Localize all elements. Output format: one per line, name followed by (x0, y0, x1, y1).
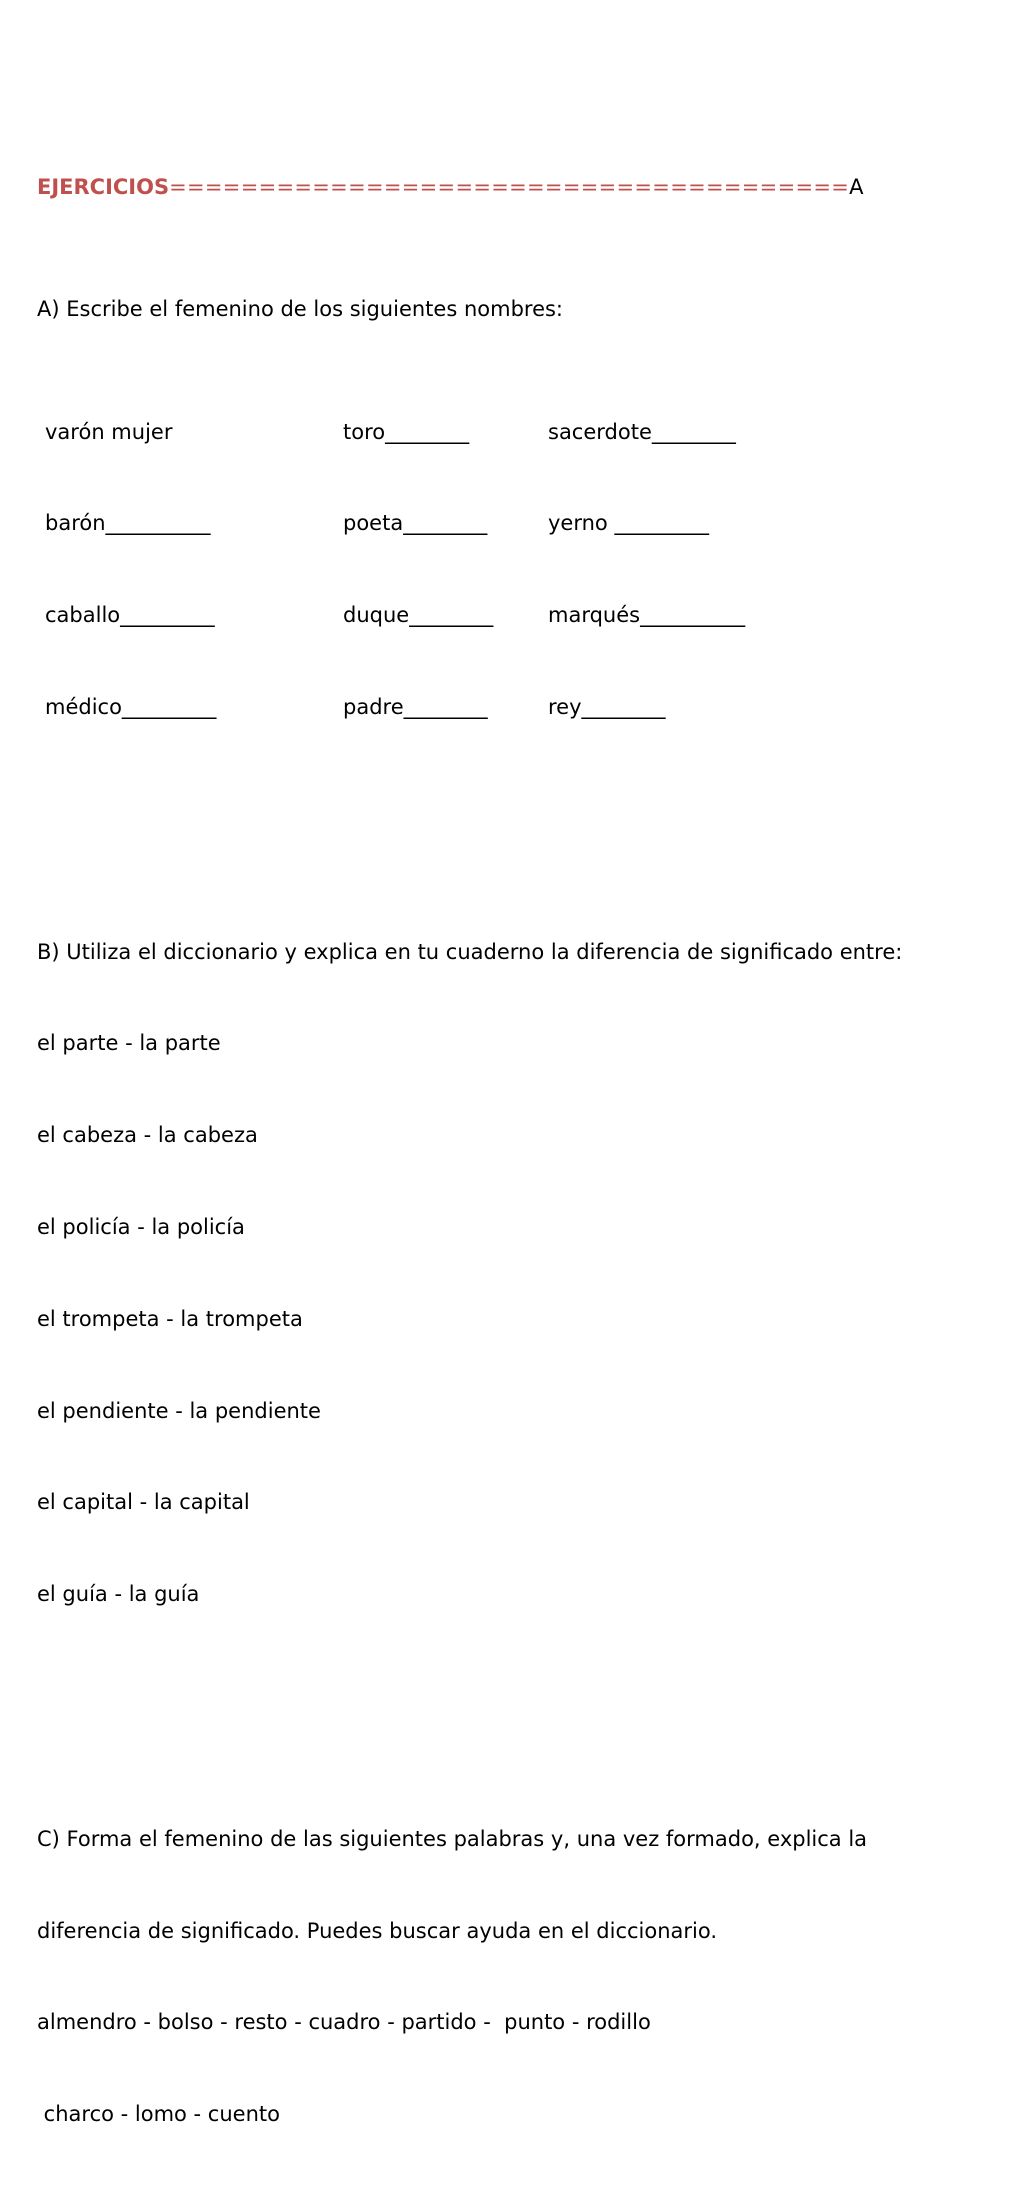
list-item: el capital - la capital (37, 1490, 250, 1515)
spacer (37, 1701, 997, 1732)
spacer (37, 814, 997, 845)
list-item: el policía - la policía (37, 1214, 245, 1239)
section-c-words-cont: charco - lomo - cuento (37, 2102, 280, 2127)
section-a-instruction: A) Escribe el femenino de los siguientes nombres: (37, 297, 564, 322)
word-cell: barón__________ (45, 511, 211, 536)
word-cell: toro________ (343, 419, 470, 444)
word-cell: rey________ (548, 694, 666, 719)
word-cell: médico_________ (45, 694, 217, 719)
list-item: el trompeta - la trompeta (37, 1306, 303, 1331)
word-cell: caballo_________ (45, 603, 215, 628)
list-item: el parte - la parte (37, 1031, 221, 1056)
list-item: el guía - la guía (37, 1582, 200, 1607)
section-c-words: almendro - bolso - resto - cuadro - partido - punto - rodillo (37, 2010, 651, 2035)
word-cell: poeta________ (343, 511, 488, 536)
exercises-heading (37, 172, 997, 203)
section-c-instruction: C) Forma el femenino de las siguientes palabras y, una vez formado, explica la (37, 1826, 868, 1851)
list-item: el pendiente - la pendiente (37, 1398, 321, 1423)
exercise-sheet (37, 80, 997, 2191)
section-c-instruction-cont: diferencia de significado. Puedes buscar ayuda en el diccionario. (37, 1918, 718, 1943)
word-cell: duque________ (343, 603, 494, 628)
word-cell: varón mujer (45, 419, 173, 444)
heading-title: EJERCICIOS (37, 174, 170, 199)
word-cell: padre________ (343, 694, 488, 719)
word-cell: sacerdote________ (548, 419, 736, 444)
section-b-instruction: B) Utiliza el diccionario y explica en tu cuaderno la diferencia de significado entre: (37, 939, 903, 964)
section-a-row (37, 508, 997, 539)
word-cell: yerno _________ (548, 511, 709, 536)
section-a-row (37, 692, 997, 723)
list-item: el cabeza - la cabeza (37, 1123, 258, 1148)
section-a-row (37, 417, 997, 448)
section-a-row (37, 600, 997, 631)
heading-rule: ====================================== (169, 174, 850, 199)
heading-end: A (849, 174, 864, 199)
word-cell: marqués__________ (548, 603, 746, 628)
